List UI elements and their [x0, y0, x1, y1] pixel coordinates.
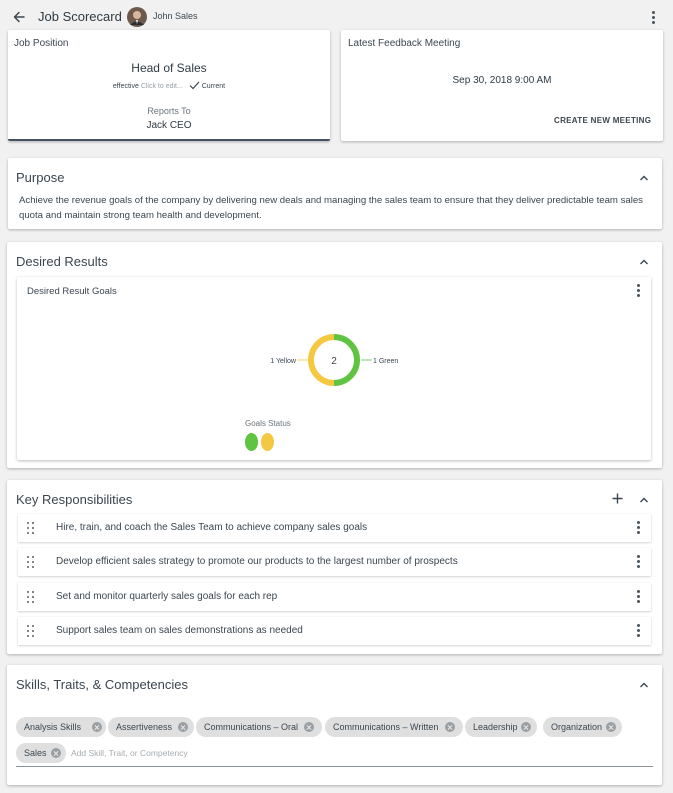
- drag-handle-icon[interactable]: [27, 591, 35, 603]
- responsibility-row[interactable]: [18, 583, 651, 611]
- current-label[interactable]: Current: [201, 83, 226, 90]
- skill-chip-label: Organization: [551, 722, 603, 732]
- drag-handle-icon[interactable]: [27, 556, 35, 568]
- responsibility-text[interactable]: Develop efficient sales strategy to promote our products to the largest number of prospects: [56, 556, 458, 567]
- responsibility-text[interactable]: Set and monitor quarterly sales goals for each rep: [56, 591, 278, 602]
- job-title[interactable]: Head of Sales: [131, 61, 207, 75]
- responsibility-row[interactable]: [18, 514, 651, 542]
- desired-result-goals-card: [17, 277, 651, 460]
- close-icon[interactable]: [51, 748, 61, 758]
- drag-handle-icon[interactable]: [27, 625, 35, 637]
- more-vert-icon[interactable]: [647, 11, 659, 25]
- skill-chip[interactable]: [543, 717, 622, 737]
- close-icon[interactable]: [521, 722, 531, 732]
- close-icon[interactable]: [606, 722, 616, 732]
- close-icon[interactable]: [445, 722, 455, 732]
- skill-chip[interactable]: [465, 717, 537, 737]
- more-vert-icon[interactable]: [632, 521, 644, 535]
- key-responsibilities-title: Key Responsibilities: [16, 492, 133, 507]
- yellow-slice-label: 1 Yellow: [270, 358, 296, 365]
- effective-date-input[interactable]: Click to edit...: [140, 83, 183, 90]
- goals-status-legend-title: Goals Status: [245, 419, 291, 428]
- feedback-datetime: Sep 30, 2018 9:00 AM: [452, 75, 552, 86]
- more-vert-icon[interactable]: [632, 284, 644, 298]
- skill-chip-label: Analysis Skills: [24, 722, 82, 732]
- purpose-title: Purpose: [16, 170, 65, 185]
- more-vert-icon[interactable]: [632, 590, 644, 604]
- effective-date-row: [8, 81, 330, 90]
- goals-donut-chart: [257, 327, 417, 393]
- skill-chip-label: Sales: [24, 748, 47, 758]
- skill-chip-label: Assertiveness: [116, 722, 173, 732]
- job-position-label: Job Position: [14, 38, 69, 49]
- desired-results-card: [7, 242, 662, 468]
- chevron-up-icon[interactable]: [638, 174, 650, 182]
- purpose-card: [8, 158, 662, 229]
- close-icon[interactable]: [178, 722, 188, 732]
- skill-chip[interactable]: [196, 717, 322, 737]
- responsibility-row[interactable]: [18, 548, 651, 576]
- page-title: Job Scorecard: [38, 9, 122, 24]
- chevron-up-icon[interactable]: [638, 258, 650, 266]
- skills-card: [7, 665, 662, 785]
- check-icon: [189, 81, 200, 90]
- desired-results-title: Desired Results: [16, 254, 108, 269]
- drag-handle-icon[interactable]: [27, 522, 35, 534]
- skill-chip-label: Communications – Written: [333, 722, 439, 732]
- skill-input-underline: [16, 766, 653, 767]
- skill-chip-label: Leadership: [473, 722, 518, 732]
- plus-icon[interactable]: [612, 493, 623, 504]
- donut-center-value: 2: [331, 356, 337, 367]
- close-icon[interactable]: [92, 722, 102, 732]
- purpose-text: Achieve the revenue goals of the company by delivering new deals and managing the sales team to ensure that they deliver predictable team sales quota and maintain strong team health and development.: [19, 195, 643, 221]
- skill-chip[interactable]: [16, 743, 66, 763]
- legend-yellow-dot: [261, 433, 274, 451]
- responsibility-text[interactable]: Hire, train, and coach the Sales Team to achieve company sales goals: [56, 522, 368, 533]
- user-name: John Sales: [153, 11, 198, 21]
- skill-chip[interactable]: [16, 717, 106, 737]
- feedback-card: [341, 30, 663, 141]
- more-vert-icon[interactable]: [632, 624, 644, 638]
- skill-chip-label: Communications – Oral: [204, 722, 299, 732]
- feedback-label: Latest Feedback Meeting: [348, 38, 461, 49]
- skill-chip[interactable]: [108, 717, 194, 737]
- job-position-card: [8, 30, 330, 141]
- create-new-meeting-button[interactable]: CREATE NEW MEETING: [554, 116, 652, 125]
- top-bar: [0, 0, 673, 32]
- green-slice-label: 1 Green: [373, 358, 399, 365]
- skills-title: Skills, Traits, & Competencies: [16, 677, 188, 692]
- reports-to-value[interactable]: Jack CEO: [146, 120, 192, 131]
- skill-chip[interactable]: [325, 717, 463, 737]
- more-vert-icon[interactable]: [632, 555, 644, 569]
- legend-green-dot: [245, 433, 258, 451]
- arrow-back-icon[interactable]: [13, 11, 25, 23]
- responsibility-text[interactable]: Support sales team on sales demonstrations as needed: [56, 625, 303, 636]
- chevron-up-icon[interactable]: [638, 496, 650, 504]
- goals-card-title: Desired Result Goals: [27, 286, 117, 297]
- donut-slice-green: [334, 337, 357, 383]
- avatar[interactable]: [127, 7, 147, 27]
- chevron-up-icon[interactable]: [638, 681, 650, 689]
- reports-to-label: Reports To: [147, 106, 191, 116]
- responsibility-row[interactable]: [18, 617, 651, 645]
- effective-label: effective: [112, 83, 139, 90]
- skill-input[interactable]: [71, 745, 371, 761]
- close-icon[interactable]: [304, 722, 314, 732]
